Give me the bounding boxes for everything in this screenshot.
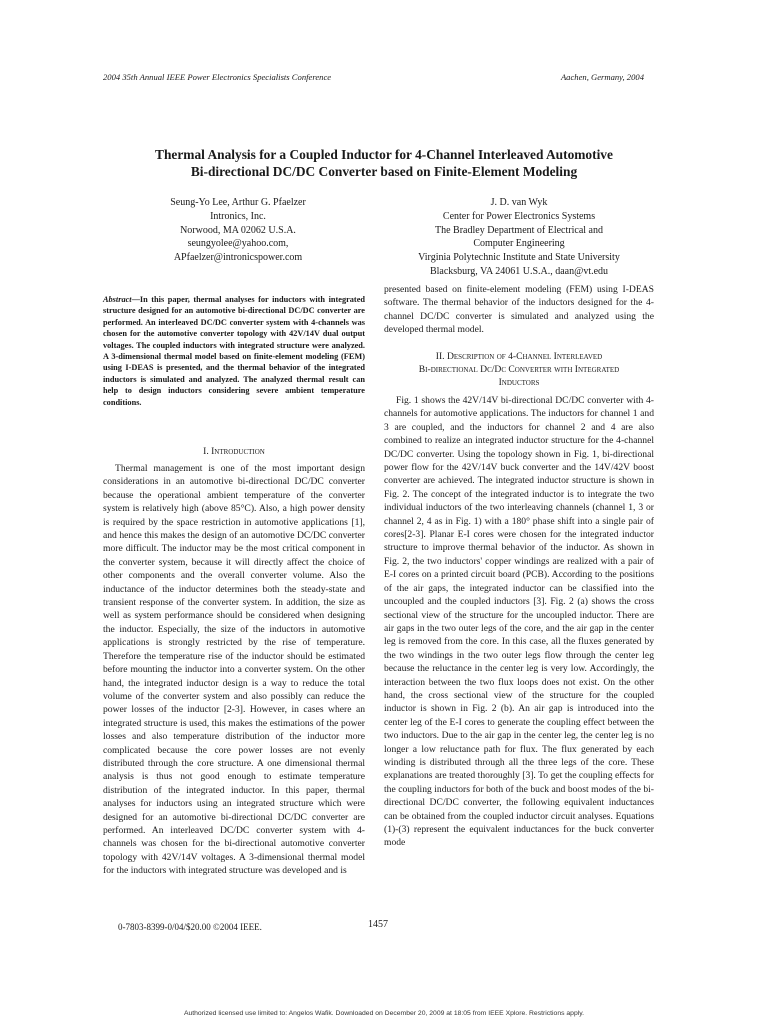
- author-name: J. D. van Wyk: [490, 197, 548, 208]
- section-heading-introduction: I. Introduction: [203, 446, 265, 457]
- paper-title: [60, 146, 708, 180]
- section2-heading-line-2: Bi-directional Dc/Dc Converter with Integrated: [418, 364, 620, 375]
- author-affiliation: Intronics, Inc.: [210, 210, 266, 222]
- description-paragraph: Fig. 1 shows the 42V/14V bi-directional DC/DC converter with 4-channels for automotive applications. The inductors for channel 1 and 3 are coupled, and the inductors for channel 2 and 4 are also combined to realize an integrated inductor structure for the 4-channel DC/DC converter. Using the topology shown in Fig. 1, bi-directional power flow for the 42V/14V buck converter and the 14V/42V boost converter are achieved. The integrated inductor structure is shown in Fig. 2. The concept of the integrated inductor is to integrate the two individual inductors of the two interleaving channels (channel 1, 3 or channel 2, 4 as in Fig. 1) with a 180° phase shift into a single pair of cores[2-3]. Planar E-I cores were chosen for the integrated inductor structure to improve thermal behavior of the inductor. As shown in Fig. 2, the two inductors' copper windings are realized with a pair of E-I cores on a printed circuit board (PCB). According to the positions of the air gaps, the integrated inductor can be classified into the uncoupled and the coupled inductors [3]. Fig. 2 (a) shows the cross sectional view of the structure for the uncoupled inductor. There are air gaps in the two outer legs of the core, and the air gap in the center leg is removed from the core. In this case, all the fluxes generated by the two windings in the two outer legs flow through the center leg because the reluctance in the center leg is very low. Accordingly, the interaction between the two flux loops does not exist. On the other hand, the cross sectional view of the structure for the coupled inductor is shown in Fig. 2 (b). An air gap is introduced into the center leg of the E-I cores to generate the coupling effect between the two inductors. Due to the air gap in the center leg, the center leg is no longer a low reluctance path for flux. The flux generated by each winding is distributed through all the three legs of the core. These explanations are treated thoroughly [3]. To get the coupling effects for the coupling inductors for both of the buck and boost modes of the bi-directional DC/DC converter, the following equivalent inductances can be obtained from the coupled inductor circuit analyses. Equations (1)-(3) represent the equivalent inductances for the buck converter mode: [384, 395, 654, 849]
- author-block-right: [378, 196, 660, 279]
- introduction-paragraph: Thermal management is one of the most important design considerations in an automotive bi-directional DC/DC converter because the operational ambient temperature of the converter system is relatively high (above 85°C). Also, a high power density is required by the space restriction in automotive applications [1], and hence this makes the design of an automotive DC/DC converter more difficult. The inductor may be the most critical component in the converter system, because it will directly affect the choice of other components and the overall converter volume. Also the inductance of the inductor determines both the steady-state and transient response of the converter system. In addition, the size as well as system performance should be considered when designing the inductor. Especially, the size of the inductors in automotive applications is strongly restricted by the rise of temperature. Therefore the temperature rise of the inductor should be estimated before mounting the inductor into a converter system. On the other hand, the integrated inductor design is a way to reduce the total volume of the converter system and also possibly can reduce the power losses of the inductor [2-3]. However, in cases where an integrated structure is used, this makes the estimations of the power losses and also temperature distribution of the inductor more complicated because the core power losses are not evenly distributed through the core structure. A one dimensional thermal analysis is thus not good enough to estimate temperature distribution of the integrated inductor. In this paper, thermal analyses for inductors using an integrated structure which were designed for an automotive bi-directional DC/DC converter are performed. An interleaved DC/DC converter system with 4-channels was chosen for the bi-directional automotive converter topology with 42V/14V voltages. A 3-dimensional thermal model for the inductors with integrated structure was developed and is: [103, 463, 365, 877]
- section2-heading-line-3: Inductors: [498, 377, 540, 388]
- title-line-2: Bi-directional DC/DC Converter based on Finite-Element Modeling: [190, 164, 578, 179]
- author-names: Seung-Yo Lee, Arthur G. Pfaelzer: [170, 197, 306, 208]
- license-notice: Authorized licensed use limited to: Angelos Wafik. Downloaded on December 20, 2009 at 18:05 from IEEE Xplore. Restrictions apply.: [183, 1010, 585, 1017]
- page-number: 1457: [368, 919, 388, 930]
- author-department-cont: Computer Engineering: [473, 238, 565, 250]
- author-center: Center for Power Electronics Systems: [442, 210, 596, 222]
- author-email-2: APfaelzer@intronicspower.com: [173, 252, 303, 264]
- conference-header: 2004 35th Annual IEEE Power Electronics Specialists Conference: [103, 72, 332, 82]
- location-header: Aachen, Germany, 2004: [560, 72, 644, 82]
- abstract: [103, 294, 365, 408]
- copyright-notice: 0-7803-8399-0/04/$20.00 ©2004 IEEE.: [118, 922, 262, 932]
- title-line-1: Thermal Analysis for a Coupled Inductor for 4-Channel Interleaved Automotive: [155, 147, 613, 162]
- abstract-lead: Abstract: [103, 295, 132, 304]
- abstract-dash: —: [131, 295, 140, 304]
- abstract-text: In this paper, thermal analyses for inductors with integrated structure designed for an automotive bi-directional DC/DC converter are performed. An interleaved DC/DC converter system with 4-channels was chosen for the automotive converter topology with 42V/14V dual output voltages. The coupled inductors with integrated structure were analyzed. A 3-dimensional thermal model based on finite-element modeling (FEM) using I-DEAS is presented, and the thermal behavior of the integrated inductors is simulated and analyzed. The analyzed thermal result can help to design inductors considering severe ambient temperature conditions.: [103, 295, 365, 407]
- author-block-left: [120, 196, 356, 265]
- section-heading-description: [384, 350, 654, 389]
- author-email-1: seungyolee@yahoo.com,: [187, 238, 289, 250]
- author-department: The Bradley Department of Electrical and: [435, 224, 603, 236]
- author-university: Virginia Polytechnic Institute and State University: [418, 252, 620, 264]
- section2-heading-line-1: II. Description of 4-Channel Interleaved: [435, 351, 603, 362]
- author-address: Norwood, MA 02062 U.S.A.: [180, 224, 296, 236]
- author-address-email: Blacksburg, VA 24061 U.S.A., daan@vt.edu: [429, 265, 609, 277]
- right-column-intro-paragraph: presented based on finite-element modeling (FEM) using I-DEAS software. The thermal behavior of the inductors designed for the 4-channel DC/DC converter is simulated and analyzed using the developed thermal model.: [384, 284, 654, 336]
